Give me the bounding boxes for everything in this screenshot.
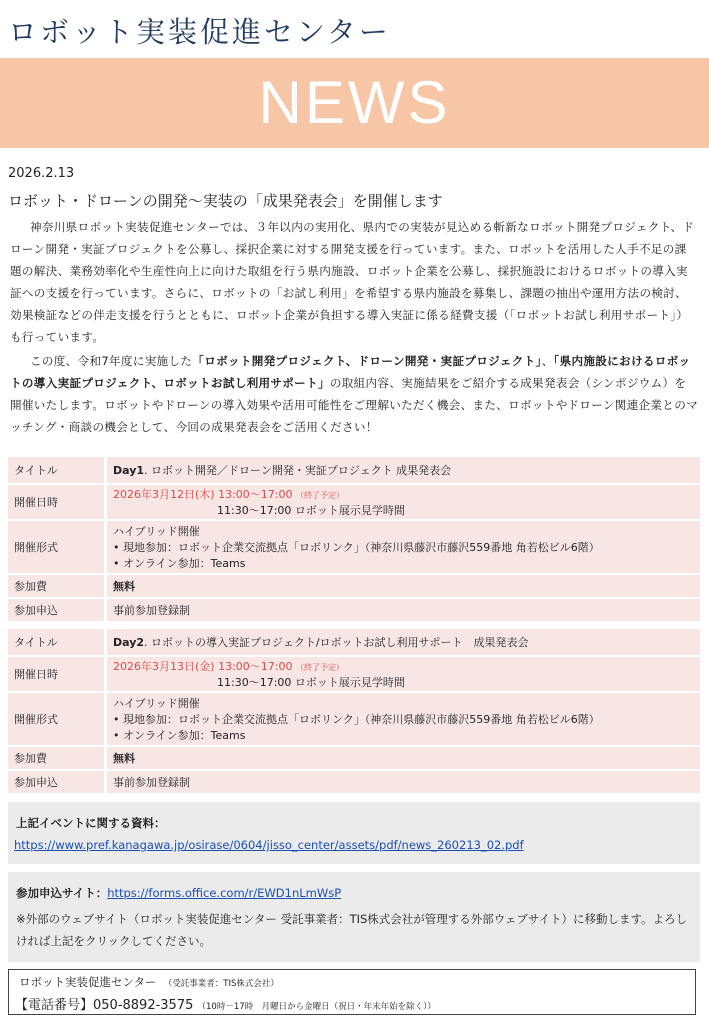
table-row [8, 521, 700, 573]
day1-date-note: （終了予定） [295, 491, 344, 500]
para2-text-c: の取組内容、実施結果をご紹介する成果発表会（シンポジウム）を開催いたします。ロボットやドローンの導入効果や活用可能性をご理解いただく機会、また、ロボットやドローン関連企業とのマッチング・商談の機会として、今回の成果発表会をご活用ください！ [10, 376, 698, 434]
contact-box [8, 969, 696, 1015]
article-date: 2026.2.13 [8, 166, 75, 181]
table-row [8, 457, 700, 483]
news-banner: NEWS [0, 58, 709, 148]
label-title: タイトル [8, 629, 104, 655]
label-format: 開催形式 [8, 521, 104, 573]
contact-org [19, 974, 279, 990]
label-date: 開催日時 [8, 657, 104, 691]
day1-fee [104, 575, 700, 597]
label-fee: 参加費 [8, 575, 104, 597]
label-date: 開催日時 [8, 485, 104, 519]
day1-table [8, 455, 700, 623]
label-apply: 参加申込 [8, 771, 104, 793]
contact-name: ロボット実装促進センター [19, 975, 157, 989]
day2-fee [104, 747, 700, 769]
materials-box [8, 802, 700, 864]
contact-phone: 【電話番号】050-8892-3575 [15, 998, 194, 1013]
announcement-paragraph [10, 350, 698, 438]
day2-fee-value: 無料 [113, 752, 135, 765]
materials-title: 上記イベントに関する資料： [16, 816, 166, 830]
table-row [8, 485, 700, 519]
contact-hours: （10時－17時 月曜日から金曜日（祝日・年末年始を除く）） [197, 1002, 436, 1012]
day2-date [104, 657, 700, 691]
day2-table [8, 627, 700, 795]
day1-fee-value: 無料 [113, 580, 135, 593]
signup-note: ※外部のウェブサイト（ロボット実装促進センター 受託事業者：TIS株式会社が管理する外部ウェブサイト）に移動します。よろしければ上記をクリックしてください。 [16, 912, 688, 948]
day1-format-l1: ハイブリッド開催 [113, 525, 200, 538]
day1-title [104, 457, 700, 483]
table-row [8, 693, 700, 745]
contact-operator: （受託事業者：TIS株式会社） [168, 979, 279, 989]
label-fee: 参加費 [8, 747, 104, 769]
day2-date-sub: 11:30～17:00 ロボット展示見学時間 [217, 676, 405, 689]
day2-title-rest: . ロボットの導入実証プロジェクト/ロボットお試し利用サポート 成果発表会 [144, 636, 529, 649]
table-row [8, 771, 700, 793]
para2-text-b: 、 [541, 354, 554, 368]
day2-format [104, 693, 700, 745]
day2-apply: 事前参加登録制 [104, 771, 700, 793]
day1-title-prefix: Day1 [113, 464, 145, 477]
para2-bold-2: 「県内施設におけるロボットの導入実証プロジェクト、ロボットお試し利用サポート」 [10, 354, 691, 390]
org-title: ロボット実装促進センター [8, 15, 391, 49]
table-row [8, 657, 700, 691]
day2-date-main: 2026年3月13日(金) 13:00～17:00 [113, 660, 293, 673]
contact-phone-line [15, 994, 436, 1013]
day1-apply: 事前参加登録制 [104, 599, 700, 621]
signup-title-label: 参加申込サイト： [16, 886, 108, 900]
day1-format-l2: • 現地参加：ロボット企業交流拠点「ロボリンク」（神奈川県藤沢市藤沢559番地 角若松ビル6階） [113, 541, 600, 554]
day1-format [104, 521, 700, 573]
day1-date-sub: 11:30～17:00 ロボット展示見学時間 [217, 504, 405, 517]
label-apply: 参加申込 [8, 599, 104, 621]
day2-title [104, 629, 700, 655]
day2-format-l1: ハイブリッド開催 [113, 697, 200, 710]
table-row [8, 599, 700, 621]
table-row [8, 747, 700, 769]
day1-title-rest: . ロボット開発／ドローン開発・実証プロジェクト 成果発表会 [144, 464, 452, 477]
signup-box [8, 872, 700, 962]
day1-date-main: 2026年3月12日(木) 13:00～17:00 [113, 488, 293, 501]
label-format: 開催形式 [8, 693, 104, 745]
day2-title-prefix: Day2 [113, 636, 145, 649]
article-headline: ロボット・ドローンの開発～実装の「成果発表会」を開催します [8, 192, 443, 210]
day1-format-l3: • オンライン参加：Teams [113, 557, 246, 570]
day1-date [104, 485, 700, 519]
day2-format-l2: • 現地参加：ロボット企業交流拠点「ロボリンク」（神奈川県藤沢市藤沢559番地 角若松ビル6階） [113, 713, 600, 726]
table-row [8, 575, 700, 597]
day2-format-l3: • オンライン参加：Teams [113, 729, 246, 742]
intro-paragraph: 神奈川県ロボット実装促進センターでは、３年以内の実用化、県内での実装が見込める斬新なロボット開発プロジェクト、ドローン開発・実証プロジェクトを公募し、採択企業に対する開発支援を行っています。また、ロボットを活用した人手不足の課題の解決、業務効率化や生産性向上に向けた取組を行う県内施設、ロボット企業を公募し、採択施設におけるロボットの導入実証への支援を行っています。さらに、ロボットの「お試し利用」を希望する県内施設を募集し、課題の抽出や運用方法の検討、効果検証などの伴走支援を行うとともに、ロボット企業が負担する導入実証に係る経費支援（「ロボットお試し利用サポート」）も行っています。 [10, 220, 695, 344]
signup-title [16, 885, 341, 901]
materials-link[interactable]: https://www.pref.kanagawa.jp/osirase/0604/jisso_center/assets/pdf/news_260213_02.pdf [14, 838, 524, 852]
signup-link[interactable]: https://forms.office.com/r/EWD1nLmWsP [107, 886, 342, 900]
day2-date-note: （終了予定） [295, 663, 344, 672]
label-title: タイトル [8, 457, 104, 483]
table-row [8, 629, 700, 655]
para2-bold-1: 「ロボット開発プロジェクト、ドローン開発・実証プロジェクト」 [192, 354, 542, 368]
para2-text-a: この度、令和7年度に実施した [30, 354, 193, 368]
